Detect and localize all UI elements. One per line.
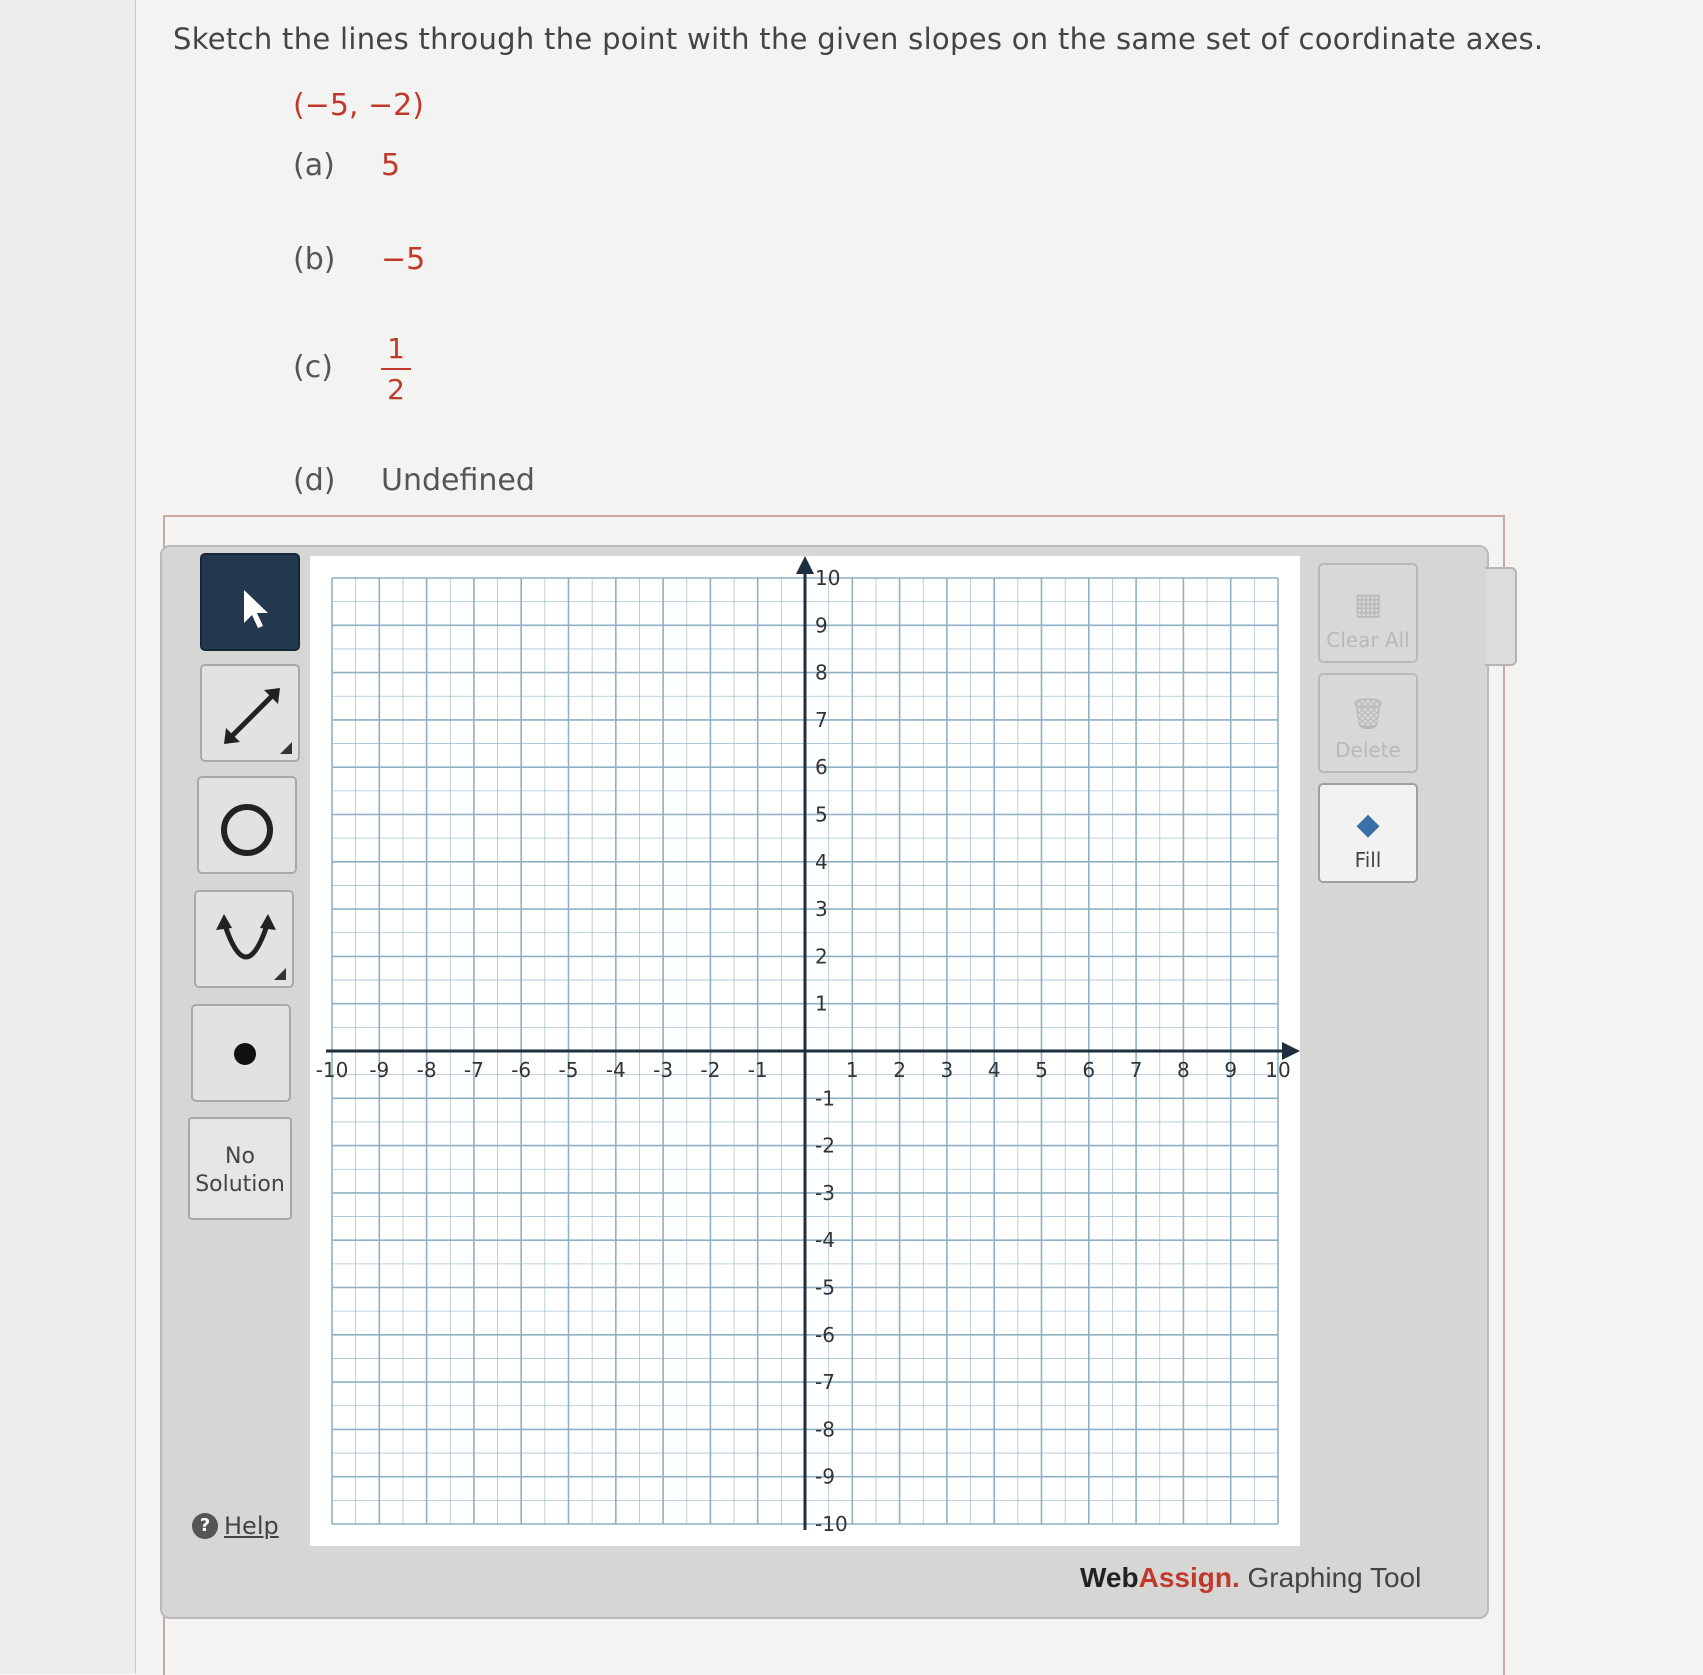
x-tick-label: -4 xyxy=(605,1058,626,1082)
trash-icon: 🗑 xyxy=(1348,697,1388,732)
part-b-label: (b) xyxy=(293,242,336,277)
help-link[interactable] xyxy=(192,1512,279,1540)
y-tick-label: 3 xyxy=(815,897,828,922)
select-arrow-icon xyxy=(202,555,302,653)
part-a-slope: 5 xyxy=(381,148,401,183)
given-point: (−5, −2) xyxy=(293,88,424,123)
x-tick-label: 7 xyxy=(1129,1058,1143,1082)
y-tick-label: 9 xyxy=(815,613,828,638)
fraction-bar xyxy=(381,368,411,370)
part-d-slope: Undefined xyxy=(381,463,535,498)
y-tick-label: 5 xyxy=(815,802,828,827)
y-tick-label: -2 xyxy=(815,1133,835,1158)
y-tick-label: 2 xyxy=(815,944,828,969)
fraction-denominator: 2 xyxy=(387,373,405,406)
x-tick-label: -10 xyxy=(315,1058,349,1082)
question-prompt: Sketch the lines through the point with the given slopes on the same set of coordinate axes. xyxy=(173,22,1544,56)
brand-graphing-tool: Graphing Tool xyxy=(1239,1562,1422,1593)
x-tick-label: 5 xyxy=(1035,1058,1048,1082)
x-tick-label: -1 xyxy=(747,1058,768,1082)
point-icon xyxy=(193,1006,293,1104)
coordinate-graph[interactable] xyxy=(310,556,1300,1546)
y-tick-label: -7 xyxy=(815,1370,835,1395)
x-tick-label: -5 xyxy=(558,1058,579,1082)
y-tick-label: 10 xyxy=(815,566,841,590)
x-tick-label: 9 xyxy=(1224,1058,1238,1082)
select-tool-button[interactable] xyxy=(200,553,300,651)
line-tool-button[interactable] xyxy=(200,664,300,762)
x-tick-label: -6 xyxy=(511,1058,532,1082)
brand-assign: Assign. xyxy=(1138,1562,1240,1593)
help-label: Help xyxy=(224,1512,279,1540)
left-margin xyxy=(0,0,136,1673)
no-solution-line2: Solution xyxy=(195,1172,285,1197)
brand-web: Web xyxy=(1080,1562,1139,1593)
x-tick-label: 8 xyxy=(1177,1058,1190,1082)
y-tick-label: -6 xyxy=(815,1322,835,1347)
y-tick-label: -8 xyxy=(815,1417,835,1442)
x-tick-label: -2 xyxy=(700,1058,721,1082)
panel-side-tab[interactable] xyxy=(1485,567,1517,666)
x-tick-label: 3 xyxy=(940,1058,954,1082)
fill-button[interactable] xyxy=(1318,783,1418,883)
circle-icon xyxy=(199,778,299,876)
y-tick-label: 6 xyxy=(815,755,828,780)
y-tick-label: -5 xyxy=(815,1275,835,1300)
part-c-slope-fraction xyxy=(381,332,411,406)
x-tick-label: -8 xyxy=(416,1058,437,1082)
line-tool-menu-indicator xyxy=(280,742,292,754)
y-tick-label: -4 xyxy=(815,1228,835,1253)
part-d-label: (d) xyxy=(293,463,336,498)
x-tick-label: 4 xyxy=(987,1058,1001,1082)
x-tick-label: -9 xyxy=(369,1058,390,1082)
clear-all-icon: ▦ xyxy=(1353,587,1383,622)
clear-all-button[interactable] xyxy=(1318,563,1418,663)
y-tick-label: -10 xyxy=(815,1512,848,1536)
y-tick-label: -9 xyxy=(815,1464,835,1489)
y-tick-label: 4 xyxy=(815,849,828,874)
webassign-brand xyxy=(1080,1562,1421,1594)
parabola-tool-menu-indicator xyxy=(274,968,286,980)
x-tick-label: 6 xyxy=(1082,1058,1096,1082)
y-tick-label: -1 xyxy=(815,1086,835,1111)
x-tick-label: -3 xyxy=(653,1058,674,1082)
x-tick-label: 10 xyxy=(1265,1058,1291,1082)
parabola-tool-button[interactable] xyxy=(194,890,294,988)
part-b-slope: −5 xyxy=(381,242,426,277)
fraction-numerator: 1 xyxy=(387,332,405,365)
circle-tool-button[interactable] xyxy=(197,776,297,874)
no-solution-button[interactable] xyxy=(188,1117,292,1220)
delete-button[interactable] xyxy=(1318,673,1418,773)
fill-label: Fill xyxy=(1354,848,1382,872)
x-tick-label: 2 xyxy=(893,1058,906,1082)
help-icon: ? xyxy=(192,1513,218,1539)
paint-bucket-icon: ◆ xyxy=(1356,807,1380,842)
no-solution-line1: No xyxy=(225,1144,255,1169)
x-tick-label: -7 xyxy=(463,1058,484,1082)
y-tick-label: 8 xyxy=(815,660,828,685)
part-c-label: (c) xyxy=(293,350,333,385)
y-tick-label: 1 xyxy=(815,991,828,1016)
x-tick-label: 1 xyxy=(845,1058,859,1082)
part-a-label: (a) xyxy=(293,148,335,183)
clear-all-label: Clear All xyxy=(1326,628,1410,652)
point-tool-button[interactable] xyxy=(191,1004,291,1102)
delete-label: Delete xyxy=(1335,738,1401,762)
y-tick-label: -3 xyxy=(815,1180,835,1205)
y-tick-label: 7 xyxy=(815,707,828,732)
